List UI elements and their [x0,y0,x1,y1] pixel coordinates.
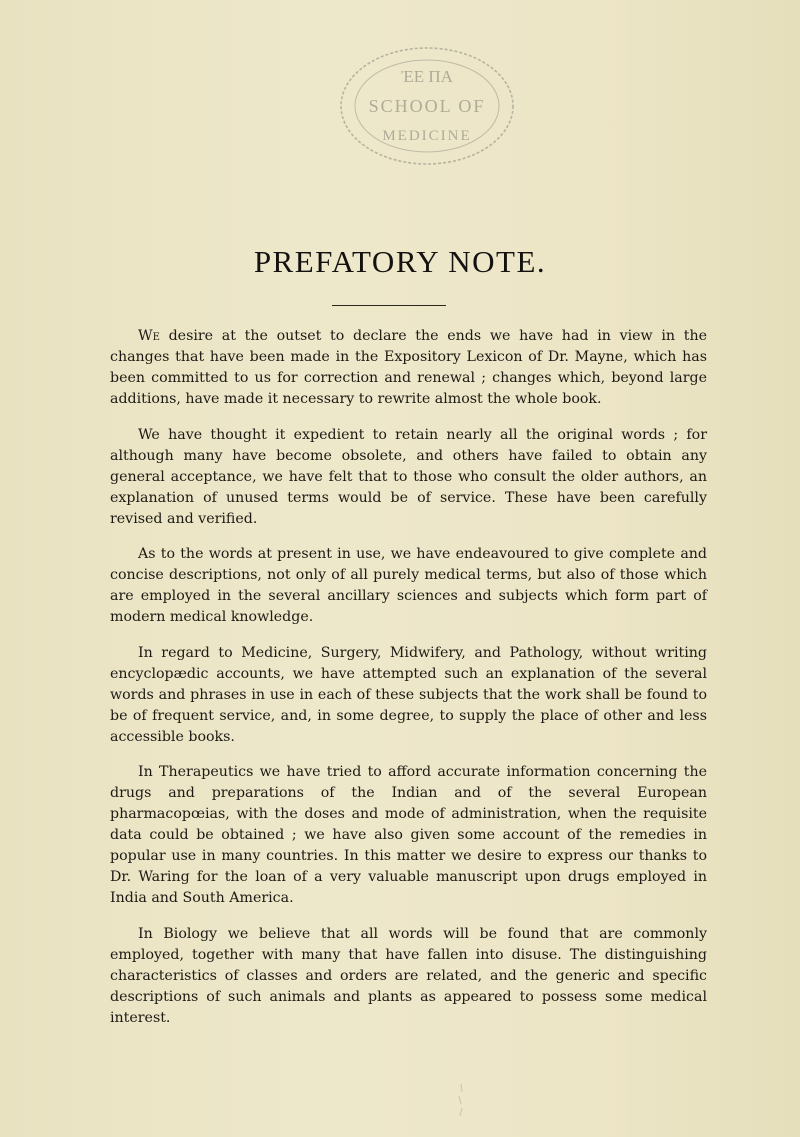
paper-blemish [454,1082,468,1118]
stamp-text-middle: SCHOOL OF [368,96,486,116]
paragraph-1 [110,326,707,410]
stamp-text-top: ἘΕ ΠΑ [401,67,453,86]
paragraph-2: We have thought it expedient to retain nearly all the original words ; for although many have become obsolete, and others have failed to obtain any general acceptance, we have felt that to those who consult the older authors, an explanation of unused terms would be of service. These have been carefully revised and verified. [110,426,707,527]
library-stamp [336,44,518,176]
paragraph-4: In regard to Medicine, Surgery, Midwifery, and Pathology, without writing encyclopædic accounts, we have attempted such an explanation of the several words and phrases in use in each of these subjects that the work shall be found to be of frequent service, and, in some degree, to supply the place of other and less accessible books. [110,644,707,745]
paragraph-6: In Biology we believe that all words will be found that are commonly employed, together with many that have fallen into disuse. The distinguishing characteristics of classes and orders are related, and the generic and specific descriptions of such animals and plants as appeared to possess some medical interest. [110,925,707,1026]
body-text [110,326,707,1043]
stamp-text-bottom: MEDICINE [382,128,472,144]
paragraph-3: As to the words at present in use, we have endeavoured to give complete and concise descriptions, not only of all purely medical terms, but also of those which are employed in the several ancillary sciences and subjects which form part of modern medical knowledge. [110,546,707,625]
page-title: PREFATORY NOTE. [253,244,547,279]
title-divider [332,305,446,306]
paragraph-1-text: desire at the outset to declare the ends we have had in view in the changes that have been made in the Expository Lexicon of Dr. Mayne, which has been committed to us for correction and renewal ; changes which, beyond large additions, have made it necessary to rewrite almost the whole book. [110,328,707,407]
paragraph-5: In Therapeutics we have tried to afford accurate information concerning the drugs and preparations of the Indian and of the several European pharmacopœias, with the doses and mode of administration, when the requisite data could be obtained ; we have also given some account of the remedies in popular use in many countries. In this matter we desire to express our thanks to Dr. Waring for the loan of a very valuable manuscript upon drugs employed in India and South America. [110,764,707,906]
paragraph-1-lead: We [138,328,160,344]
